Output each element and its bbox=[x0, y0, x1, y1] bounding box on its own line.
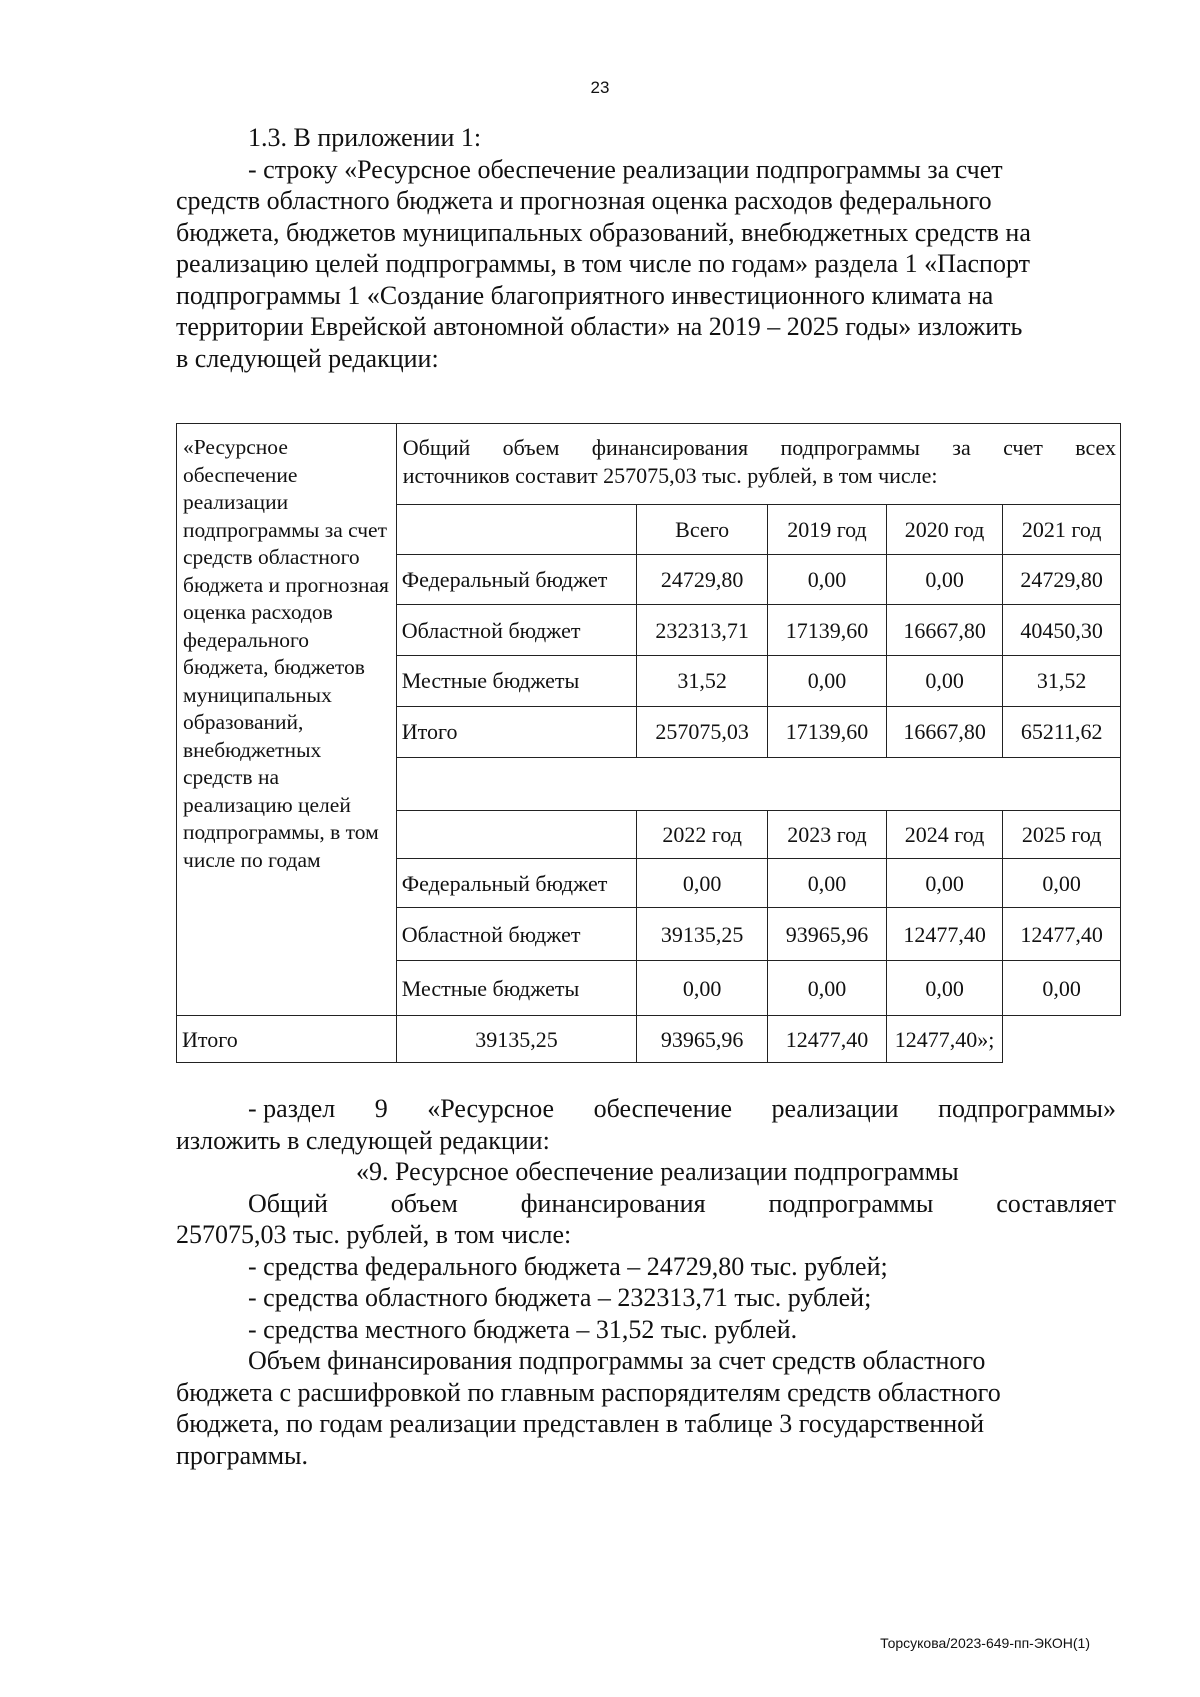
value-cell: 0,00 bbox=[768, 961, 887, 1016]
value-cell: 17139,60 bbox=[768, 605, 887, 656]
header-empty bbox=[396, 504, 636, 555]
closing-line: бюджета, по годам реализации представлен в таблице 3 государственной bbox=[176, 1409, 985, 1438]
header-cell: 2025 год bbox=[1003, 810, 1121, 859]
intro-line1: Общий объем финансирования подпрограммы за счет всех bbox=[402, 435, 1116, 460]
header-cell: 2022 год bbox=[637, 810, 768, 859]
intro-line: бюджета, бюджетов муниципальных образований, внебюджетных средств на bbox=[176, 217, 1031, 247]
page-number: 23 bbox=[590, 78, 610, 97]
row-label: Областной бюджет bbox=[396, 605, 636, 656]
total-funding-line2: 257075,03 тыс. рублей, в том числе: bbox=[176, 1220, 572, 1249]
value-cell: 232313,71 bbox=[637, 605, 768, 656]
closing-line: Объем финансирования подпрограммы за счет средств областного bbox=[248, 1346, 986, 1375]
row-label: Итого bbox=[396, 706, 636, 757]
header-cell: 2021 год bbox=[1003, 504, 1121, 555]
intro-line: в следующей редакции: bbox=[176, 343, 439, 373]
value-cell: 39135,25 bbox=[637, 908, 768, 961]
row-label: Областной бюджет bbox=[396, 908, 636, 961]
row-label: Местные бюджеты bbox=[396, 656, 636, 707]
header-cell: 2024 год bbox=[886, 810, 1003, 859]
value-cell: 31,52 bbox=[1003, 656, 1121, 707]
total-funding-line: Общий объем финансирования подпрограммы составляет bbox=[248, 1188, 1116, 1218]
resource-label-cell: «Ресурсное обеспечение реализации подпрограммы за счет средств областного бюджета и прогнозная оценка расходов федерального бюджета, бюджетов муниципальных образований, внебюджетных средств на реализацию целей подпрограммы, в том числе по годам bbox=[177, 424, 397, 1016]
closing-line: бюджета с расшифровкой по главным распорядителям средств областного bbox=[176, 1377, 1001, 1407]
value-cell: 12477,40 bbox=[1003, 908, 1121, 961]
value-cell: 12477,40»; bbox=[886, 1016, 1003, 1063]
value-cell: 16667,80 bbox=[886, 706, 1003, 757]
value-cell: 0,00 bbox=[637, 961, 768, 1016]
value-cell: 0,00 bbox=[886, 961, 1003, 1016]
value-cell: 0,00 bbox=[886, 555, 1003, 605]
header-cell: Всего bbox=[637, 504, 768, 555]
value-cell: 31,52 bbox=[637, 656, 768, 707]
header-cell: 2020 год bbox=[886, 504, 1003, 555]
value-cell: 0,00 bbox=[768, 859, 887, 908]
value-cell: 65211,62 bbox=[1003, 706, 1121, 757]
value-cell: 12477,40 bbox=[768, 1016, 887, 1063]
value-cell: 12477,40 bbox=[886, 908, 1003, 961]
row-label: Итого bbox=[177, 1016, 397, 1063]
row-label: Федеральный бюджет bbox=[396, 555, 636, 605]
header-empty bbox=[396, 810, 636, 859]
value-cell: 93965,96 bbox=[637, 1016, 768, 1063]
intro-section bbox=[176, 122, 1116, 374]
funding-table bbox=[176, 423, 1121, 1063]
section9 bbox=[176, 1093, 1116, 1471]
intro-line: реализацию целей подпрограммы, в том числе по годам» раздела 1 «Паспорт bbox=[176, 249, 1030, 278]
value-cell: 0,00 bbox=[768, 555, 887, 605]
value-cell: 40450,30 bbox=[1003, 605, 1121, 656]
spacer-cell bbox=[396, 757, 1120, 810]
value-cell: 93965,96 bbox=[768, 908, 887, 961]
value-cell: 257075,03 bbox=[637, 706, 768, 757]
section9-line2: изложить в следующей редакции: bbox=[176, 1125, 550, 1155]
value-cell: 0,00 bbox=[886, 859, 1003, 908]
section-heading: 1.3. В приложении 1: bbox=[248, 123, 482, 152]
value-cell: 0,00 bbox=[886, 656, 1003, 707]
row-label: Местные бюджеты bbox=[396, 961, 636, 1016]
value-cell: 0,00 bbox=[1003, 859, 1121, 908]
value-cell: 0,00 bbox=[1003, 961, 1121, 1016]
intro-line: средств областного бюджета и прогнозная оценка расходов федерального bbox=[176, 186, 992, 215]
intro-line2: источников составит 257075,03 тыс. рублей, в том числе: bbox=[402, 463, 938, 488]
closing-line: программы. bbox=[176, 1440, 308, 1470]
value-cell: 17139,60 bbox=[768, 706, 887, 757]
value-cell: 0,00 bbox=[637, 859, 768, 908]
value-cell: 0,00 bbox=[768, 656, 887, 707]
funding-item: - средства федерального бюджета – 24729,80 тыс. рублей; bbox=[248, 1251, 888, 1281]
row-label: Федеральный бюджет bbox=[396, 859, 636, 908]
document-footer-id: Торсукова/2023-649-пп-ЭКОН(1) bbox=[880, 1635, 1090, 1651]
value-cell: 16667,80 bbox=[886, 605, 1003, 656]
header-cell: 2019 год bbox=[768, 504, 887, 555]
section9-line1: - раздел 9 «Ресурсное обеспечение реализации подпрограммы» bbox=[248, 1094, 1116, 1123]
total-funding-intro bbox=[396, 424, 1120, 505]
funding-item: - средства местного бюджета – 31,52 тыс. рублей. bbox=[248, 1314, 798, 1344]
intro-line: подпрограммы 1 «Создание благоприятного инвестиционного климата на bbox=[176, 280, 994, 310]
header-cell: 2023 год bbox=[768, 810, 887, 859]
value-cell: 24729,80 bbox=[1003, 555, 1121, 605]
value-cell: 39135,25 bbox=[396, 1016, 636, 1063]
intro-line: территории Еврейской автономной области» на 2019 – 2025 годы» изложить bbox=[176, 312, 1023, 341]
funding-item: - средства областного бюджета – 232313,71 тыс. рублей; bbox=[248, 1283, 872, 1312]
value-cell: 24729,80 bbox=[637, 555, 768, 605]
table-row bbox=[177, 1016, 1121, 1063]
section9-heading: «9. Ресурсное обеспечение реализации подпрограммы bbox=[356, 1157, 959, 1186]
intro-line: - строку «Ресурсное обеспечение реализации подпрограммы за счет bbox=[248, 154, 1003, 184]
